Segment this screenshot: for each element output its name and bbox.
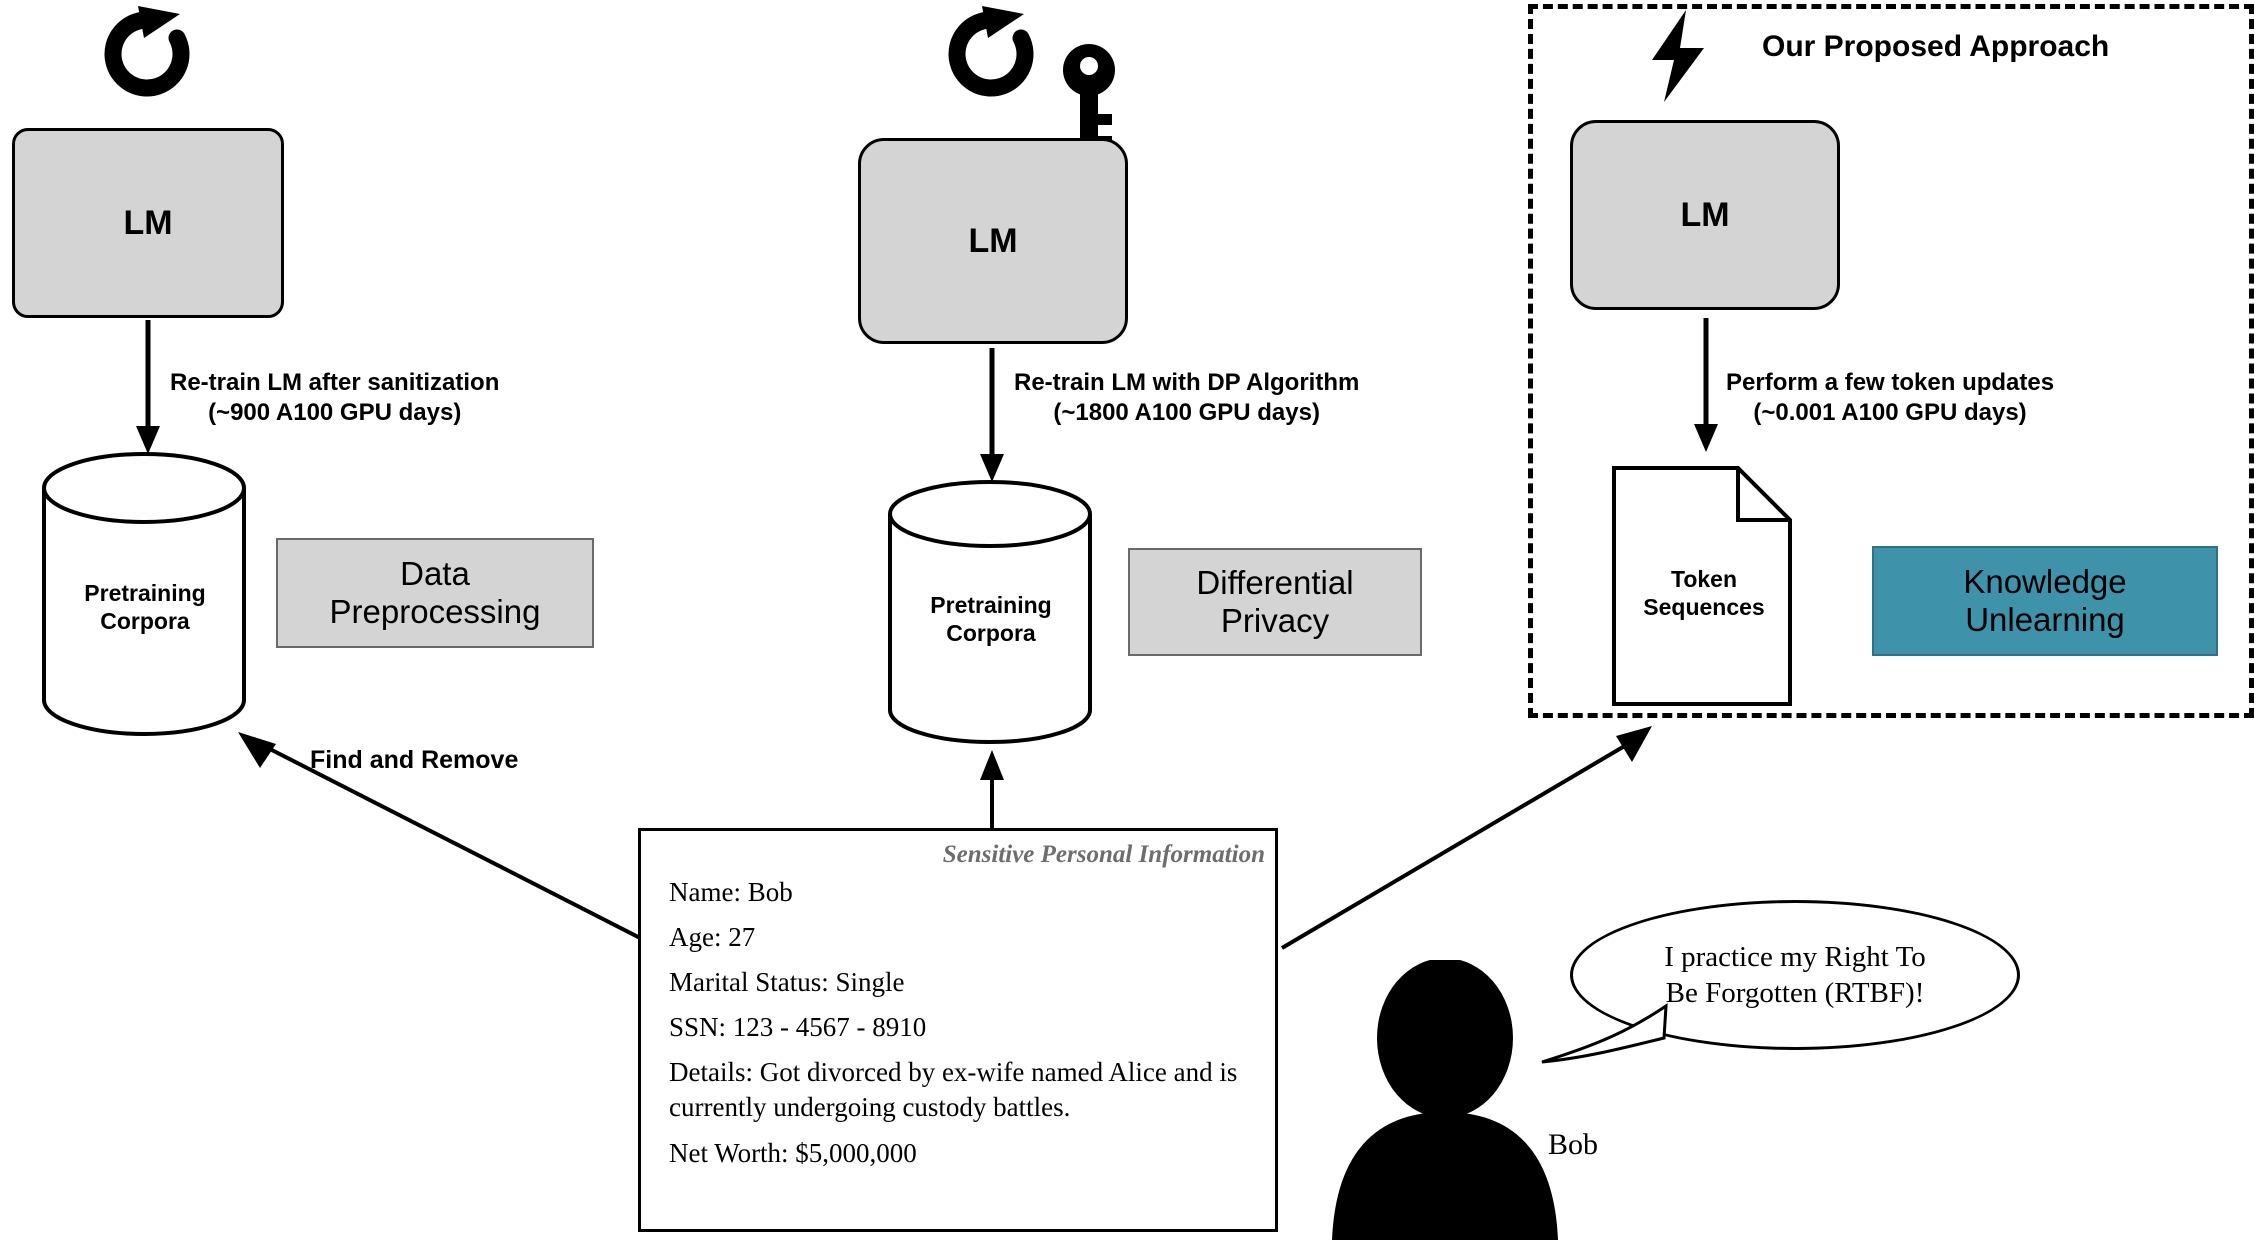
spi-line-details: Details: Got divorced by ex-wife named Alice and is currently undergoing custody battles. — [669, 1057, 1238, 1123]
lm-box-preprocessing — [12, 128, 284, 318]
arrow-label-preprocessing — [170, 368, 499, 428]
spi-line-age: Age: 27 — [669, 922, 756, 953]
speech-bubble-tail — [1540, 1000, 1670, 1080]
arrow-label-line1: Re-train LM after sanitization — [170, 369, 500, 396]
spi-line-ssn: SSN: 123 - 4567 - 8910 — [669, 1012, 927, 1043]
lm-label: LM — [968, 221, 1018, 260]
lm-label: LM — [123, 203, 173, 242]
find-and-remove-label: Find and Remove — [310, 746, 519, 774]
arrow-differential-privacy — [972, 348, 1012, 483]
arrow-knowledge-unlearning — [1686, 318, 1726, 453]
proposed-approach-title: Our Proposed Approach — [1762, 30, 2110, 63]
person-name-label: Bob — [1548, 1128, 1599, 1161]
spi-card-lines — [641, 869, 1275, 1171]
arrow-label-knowledge-unlearning: Perform a few token updates (~0.001 A100 GPU days) — [1726, 369, 2055, 426]
spi-line-marital-status: Marital Status: Single — [669, 967, 905, 998]
arrow-label-differential-privacy: Re-train LM with DP Algorithm (~1800 A100 GPU days) — [1014, 369, 1360, 426]
spi-line-net-worth: Net Worth: $5,000,000 — [669, 1137, 917, 1168]
sensitive-personal-information-card — [638, 828, 1278, 1232]
spi-card-title: Sensitive Personal Information — [942, 841, 1265, 868]
lm-box-knowledge-unlearning — [1570, 120, 1840, 310]
arrow-to-token-sequences — [1280, 720, 1660, 950]
pretraining-corpora-label-1: Pretraining Corpora — [84, 580, 206, 634]
method-chip-data-preprocessing[interactable]: Data Preprocessing — [276, 538, 594, 648]
spi-line-name: Name: Bob — [669, 877, 793, 907]
circular-arrow-icon — [932, 2, 1050, 106]
person-silhouette — [1330, 960, 1560, 1240]
lightning-bolt-icon — [1642, 8, 1718, 104]
arrow-preprocessing — [128, 320, 168, 455]
arrow-label-line2: (~900 A100 GPU days) — [208, 399, 462, 426]
speech-bubble-text: I practice my Right To Be Forgotten (RTBF)! — [1664, 940, 1926, 1009]
method-chip-knowledge-unlearning[interactable]: Knowledge Unlearning — [1872, 546, 2218, 656]
pretraining-corpora-label-2: Pretraining Corpora — [930, 592, 1052, 646]
method-chip-differential-privacy[interactable]: Differential Privacy — [1128, 548, 1422, 656]
lm-box-differential-privacy — [858, 138, 1128, 344]
lm-label: LM — [1680, 195, 1730, 234]
circular-arrow-icon — [88, 2, 206, 106]
token-sequences-label: Token Sequences — [1643, 566, 1765, 620]
